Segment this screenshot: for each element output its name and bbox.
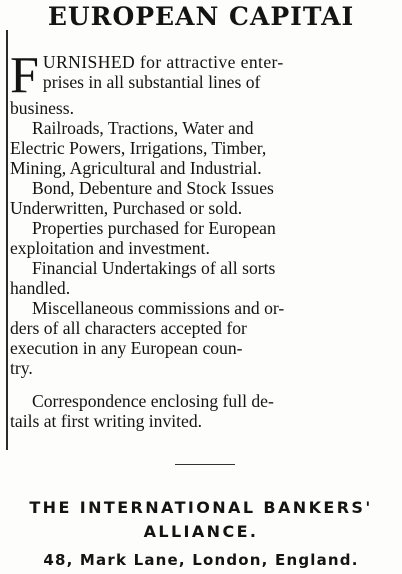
divider-rule bbox=[175, 464, 235, 465]
body-line: ders of all characters accepted for bbox=[10, 318, 247, 338]
paragraph-bonds bbox=[10, 178, 394, 218]
paragraph-spacer bbox=[10, 378, 394, 391]
signature-name-line1: THE INTERNATIONAL BANKERS' bbox=[29, 498, 373, 517]
paragraph-properties bbox=[10, 218, 394, 258]
left-border-rule bbox=[6, 30, 8, 450]
body-line: execution in any European coun- bbox=[10, 338, 243, 358]
paragraph-commissions bbox=[10, 298, 394, 378]
paragraph-financial bbox=[10, 258, 394, 298]
paragraph-correspondence bbox=[10, 391, 394, 431]
signature-name-line2: ALLIANCE. bbox=[143, 522, 259, 541]
body-line: business. bbox=[10, 98, 75, 118]
body-line: handled. bbox=[10, 278, 71, 298]
paragraph-industries bbox=[10, 118, 394, 178]
paragraph-intro bbox=[10, 47, 394, 118]
body-line: URNISHED for attractive enter- bbox=[42, 52, 284, 72]
body-line: tails at first writing invited. bbox=[10, 411, 203, 431]
body-line: Financial Undertakings of all sorts bbox=[32, 258, 276, 278]
body-line: try. bbox=[10, 358, 33, 378]
body-line: Miscellaneous commissions and or- bbox=[32, 298, 285, 318]
ad-body bbox=[10, 47, 394, 431]
body-line: prises in all substantial lines of bbox=[42, 72, 261, 92]
body-line: Mining, Agricultural and Industrial. bbox=[10, 158, 262, 178]
ad-heading: EUROPEAN CAPITAI bbox=[47, 2, 355, 31]
drop-cap-letter: F bbox=[10, 47, 39, 104]
body-line: Bond, Debenture and Stock Issues bbox=[32, 178, 274, 198]
body-line: Railroads, Tractions, Water and bbox=[32, 118, 254, 138]
body-line: Underwritten, Purchased or sold. bbox=[10, 198, 243, 218]
body-line: Correspondence enclosing full de- bbox=[32, 391, 274, 411]
signature-address: 48, Mark Lane, London, England. bbox=[43, 551, 359, 569]
body-line: Properties purchased for European bbox=[32, 218, 276, 238]
body-line: Electric Powers, Irrigations, Timber, bbox=[10, 138, 267, 158]
body-line: exploitation and investment. bbox=[10, 238, 210, 258]
